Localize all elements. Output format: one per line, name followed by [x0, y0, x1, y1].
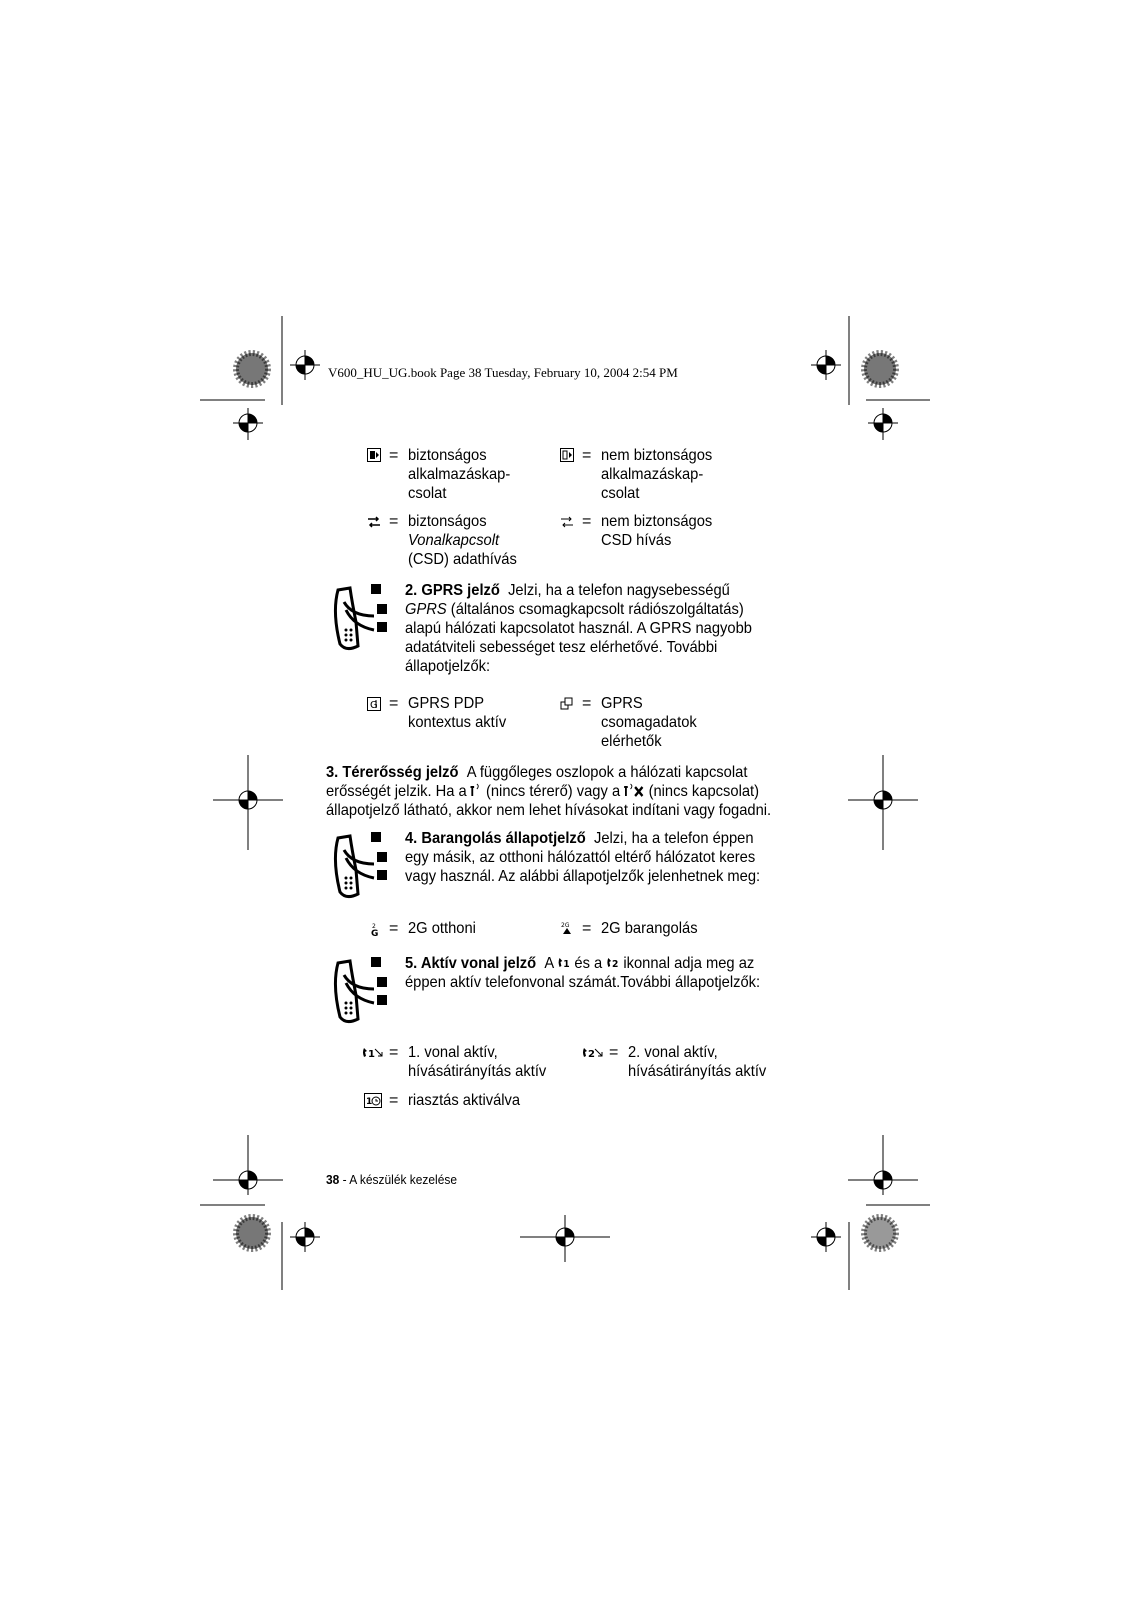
- active-line-section: 5. Aktív vonal jelző A 1 és a 2 ikonnal adja meg az éppen aktív telefonvonal számát.További állapotjelzők:: [405, 955, 761, 991]
- unsecure-csd-call-text: nem biztonságos CSD hívás: [601, 513, 713, 549]
- active-line-heading: 5. Aktív vonal jelző: [405, 955, 537, 972]
- equals-sign: =: [582, 513, 592, 530]
- gprs-pdp-context-icon: [367, 697, 381, 711]
- line-2-icon: [606, 956, 619, 969]
- registration-mark-bottom-left-a: [213, 1135, 283, 1195]
- registration-mark-bottom-right-b: [811, 1222, 841, 1252]
- registration-mark-top-left-a: [290, 350, 320, 380]
- print-header: V600_HU_UG.book Page 38 Tuesday, February 10, 2004 2:54 PM: [328, 365, 678, 380]
- gprs-section: 2. GPRS jelző Jelzi, ha a telefon nagysebességű GPRS (általános csomagkapcsolt rádiószolgáltatás) alapú hálózati kapcsolatot használ. A GPRS nagyobb adatátviteli sebességet tesz elérhetővé. További állapotjelzők:: [405, 582, 752, 675]
- sunburst-mark-bottom-left: [236, 1217, 268, 1249]
- network-feature-phone-icon: [330, 955, 390, 1027]
- unsecure-app-connection-icon: [560, 448, 574, 462]
- sunburst-mark-top-right: [864, 353, 896, 385]
- unsecure-app-connection-text: nem biztonságos alkalmazáskap- csolat: [601, 447, 713, 502]
- 2g-roaming-text: 2G barangolás: [601, 920, 698, 937]
- no-connection-icon: [624, 783, 644, 797]
- equals-sign: =: [609, 1044, 619, 1061]
- equals-sign: =: [389, 513, 399, 530]
- registration-mark-top-left-b: [233, 408, 263, 440]
- alarm-active-icon: [364, 1093, 382, 1108]
- equals-sign: =: [389, 447, 399, 464]
- secure-app-connection-icon: [367, 448, 381, 462]
- registration-mark-bottom-left-b: [290, 1222, 320, 1252]
- line-1-forward-icon: [362, 1046, 384, 1060]
- secure-app-connection-text: biztonságos alkalmazáskap- csolat: [408, 447, 511, 502]
- 2g-roaming-icon: [560, 921, 574, 935]
- secure-csd-call-icon: [367, 515, 381, 529]
- roaming-section: 4. Barangolás állapotjelző Jelzi, ha a telefon éppen egy másik, az otthoni hálózattól eltérő hálózatot keres vagy használ. Az alábbi állapotjelzők jelenhetnek meg:: [405, 830, 761, 885]
- svg-text:2G: 2G: [561, 922, 570, 929]
- registration-mark-top-right-a: [811, 350, 841, 380]
- svg-text:1: 1: [562, 958, 570, 969]
- page-footer: 38 - A készülék kezelése: [326, 1172, 457, 1187]
- roaming-heading: 4. Barangolás állapotjelző: [405, 830, 586, 847]
- gprs-pdp-text: GPRS PDP kontextus aktív: [408, 695, 507, 731]
- svg-text:1: 1: [366, 1097, 373, 1107]
- page-number: 38: [326, 1172, 340, 1187]
- secure-csd-call-text: biztonságos Vonalkapcsolt (CSD) adathívás: [408, 513, 517, 568]
- network-feature-phone-icon: [330, 582, 390, 654]
- svg-text:2: 2: [588, 1049, 595, 1060]
- svg-text:G: G: [370, 700, 378, 711]
- equals-sign: =: [389, 695, 399, 712]
- equals-sign: =: [582, 695, 592, 712]
- line-2-forward-icon: [582, 1046, 604, 1060]
- svg-text:2: 2: [611, 958, 619, 969]
- sunburst-mark-bottom-right: [864, 1217, 896, 1249]
- equals-sign: =: [389, 1044, 399, 1061]
- line-2-forward-text: 2. vonal aktív, hívásátirányítás aktív: [628, 1044, 767, 1080]
- gprs-packet-data-icon: [560, 697, 574, 711]
- alarm-active-text: riasztás aktiválva: [408, 1092, 521, 1109]
- gprs-packet-data-text: GPRS csomagadatok elérhetők: [601, 695, 697, 750]
- registration-mark-bottom-right-a: [848, 1135, 918, 1195]
- registration-mark-bottom-center: [520, 1215, 610, 1262]
- equals-sign: =: [389, 920, 399, 937]
- equals-sign: =: [582, 920, 592, 937]
- unsecure-csd-call-icon: [560, 515, 574, 529]
- sunburst-mark-top-left: [236, 353, 268, 385]
- 2g-home-text: 2G otthoni: [408, 920, 476, 937]
- line-1-forward-text: 1. vonal aktív, hívásátirányítás aktív: [408, 1044, 547, 1080]
- registration-mark-mid-right: [848, 755, 918, 850]
- signal-section: 3. Térerősség jelző A függőleges oszlopok a hálózati kapcsolat erősségét jelzik. Ha a (nincs térerő) vagy a (nincs kapcsolat) állapotjelző látható, akkor nem lehet hívásokat indítani vagy fogadni.: [326, 764, 772, 819]
- no-signal-icon: [471, 783, 482, 797]
- equals-sign: =: [389, 1092, 399, 1109]
- 2g-home-icon: [370, 922, 384, 936]
- equals-sign: =: [582, 447, 592, 464]
- line-1-icon: [557, 956, 570, 969]
- gprs-heading: 2. GPRS jelző: [405, 582, 500, 599]
- registration-mark-mid-left: [213, 755, 283, 850]
- registration-mark-top-right-b: [868, 408, 898, 440]
- network-feature-phone-icon: [330, 830, 390, 902]
- signal-heading: 3. Térerősség jelző: [326, 764, 459, 781]
- svg-text:1: 1: [368, 1049, 375, 1060]
- svg-text:2: 2: [372, 923, 376, 930]
- svg-text:G: G: [371, 929, 379, 936]
- chapter-title: A készülék kezelése: [349, 1172, 457, 1187]
